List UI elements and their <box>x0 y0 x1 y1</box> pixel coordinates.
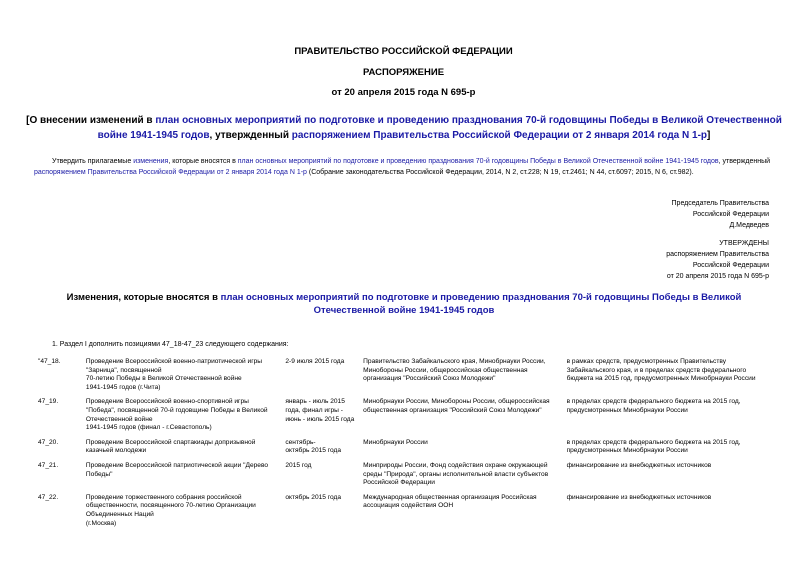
responsible-cell: Минобрнауки России, Минобороны России, общероссийская общественная организация "Российский Союз Молодежи" <box>363 398 550 414</box>
funding-cell: в пределах средств федерального бюджета на 2015 год, предусмотренных Минобрнауки России <box>566 438 741 455</box>
plan-link[interactable]: план основных мероприятий по подготовке и проведению празднования 70-й годовщины Победы в Великой Отечественной войне 1941-1945 годов <box>97 115 782 141</box>
event-cell: Проведение Всероссийской военно-спортивной игры "Победа", посвященной 70-й годовщине Победы в Великой Отечественной войне 1941-1945 годов (финал - г.Севастополь) <box>85 398 268 432</box>
period-cell: 2-9 июля 2015 года <box>285 358 345 365</box>
funding-cell: в рамках средств, предусмотренных Правительству Забайкальского края, и в пределах средств федерального бюджета на 2015 год, предусмотренных Минобрнауки России <box>566 358 756 383</box>
section-intro: 1. Раздел I дополнить позициями 47_18-47_23 следующего содержания: <box>52 341 289 348</box>
signature-block <box>672 198 769 231</box>
table-row <box>34 358 770 398</box>
title-close-bracket: ] <box>707 130 711 141</box>
paragraph-text-2: , которые вносятся в <box>168 158 238 165</box>
paragraph-plan-link[interactable]: план основных мероприятий по подготовке и проведению празднования 70-й годовщины Победы в Великой Отечественной войне 1941-1945 годов <box>237 158 719 165</box>
changes-link[interactable]: изменения <box>133 158 169 165</box>
events-table <box>34 358 770 534</box>
table-row <box>34 462 770 494</box>
title-prefix: О внесении изменений в <box>29 115 156 126</box>
funding-cell: финансирование из внебюджетных источников <box>566 493 712 501</box>
row-number: 47_22. <box>38 493 59 501</box>
period-cell: январь - июль 2015 года, финал игры - июнь - июль 2015 года <box>285 398 355 423</box>
document-title <box>22 113 786 143</box>
changes-title <box>34 291 774 317</box>
paragraph-text-3: , утвержденный <box>718 158 771 165</box>
changes-title-prefix: Изменения, которые вносятся в <box>66 292 221 303</box>
paragraph-text-1: Утвердить прилагаемые <box>52 158 134 165</box>
paragraph-order-link[interactable]: распоряжением Правительства Российской Федерации от 2 января 2014 года N 1-р <box>34 169 307 176</box>
row-number: "47_18. <box>38 358 61 365</box>
row-number: 47_21. <box>38 461 59 469</box>
event-cell: Проведение Всероссийской спартакиады допризывной казачьей молодежи <box>85 438 256 455</box>
signature-line-2: Российской Федерации <box>692 211 769 218</box>
event-cell: Проведение торжественного собрания российской общественности, посвященного 70-летию Организации Объединенных Наций (г.Москва) <box>85 493 256 527</box>
responsible-cell: Минобрнауки России <box>363 438 428 446</box>
approval-block <box>666 238 769 282</box>
row-number: 47_20. <box>38 438 59 446</box>
funding-cell: финансирование из внебюджетных источников <box>566 461 712 469</box>
document-type-heading: РАСПОРЯЖЕНИЕ <box>362 67 445 78</box>
event-cell: Проведение Всероссийской патриотической акции "Дерево Победы" <box>85 461 269 478</box>
table-row <box>34 439 770 462</box>
event-cell: Проведение Всероссийской военно-патриотической игры "Зарница", посвященной 70-летию Победы в Великой Отечественной войне 1941-1945 годов (г.Чита) <box>85 358 263 391</box>
period-cell: 2015 год <box>285 461 312 469</box>
responsible-cell: Правительство Забайкальского края, Минобрнауки России, Минобороны России, общероссийская общественная организация "Российский Союз Молодежи" <box>363 358 546 383</box>
responsible-cell: Минприроды России, Фонд содействия охране окружающей среды "Природа", органы исполнительной власти субъектов Российской Федерации <box>363 461 549 487</box>
approval-line-3: Российской Федерации <box>692 262 769 269</box>
title-open-bracket: [ <box>26 115 30 126</box>
signature-line-1: Председатель Правительства <box>671 200 769 207</box>
period-cell: сентябрь- октябрь 2015 года <box>285 438 342 455</box>
funding-cell: в пределах средств федерального бюджета на 2015 год, предусмотренных Минобрнауки России <box>566 398 741 414</box>
main-paragraph <box>34 156 770 178</box>
title-middle: , утвержденный <box>209 130 292 141</box>
order-link[interactable]: распоряжением Правительства Российской Федерации от 2 января 2014 года N 1-р <box>291 130 708 141</box>
approval-line-4: от 20 апреля 2015 года N 695-р <box>666 273 769 280</box>
responsible-cell: Международная общественная организация Российская ассоциация содействия ООН <box>363 493 537 510</box>
row-number: 47_19. <box>38 398 59 406</box>
paragraph-text-4: (Собрание законодательства Российской Федерации, 2014, N 2, ст.228; N 19, ст.2461; N 44, ст.6097; 2015, N 6, ст.982). <box>306 169 694 176</box>
table-row <box>34 398 770 438</box>
changes-plan-link[interactable]: план основных мероприятий по подготовке и проведению празднования 70-й годовщины Победы в Великой Отечественной войне 1941-1945 годов <box>220 292 742 316</box>
approval-line-1: УТВЕРЖДЕНЫ <box>719 240 769 247</box>
table-row <box>34 494 770 534</box>
document-date-heading: от 20 апреля 2015 года N 695-р <box>331 87 476 98</box>
government-heading: ПРАВИТЕЛЬСТВО РОССИЙСКОЙ ФЕДЕРАЦИИ <box>294 46 513 57</box>
approval-line-2: распоряжением Правительства <box>666 251 769 258</box>
period-cell: октябрь 2015 года <box>285 493 342 501</box>
signature-line-3: Д.Медведев <box>729 222 769 229</box>
